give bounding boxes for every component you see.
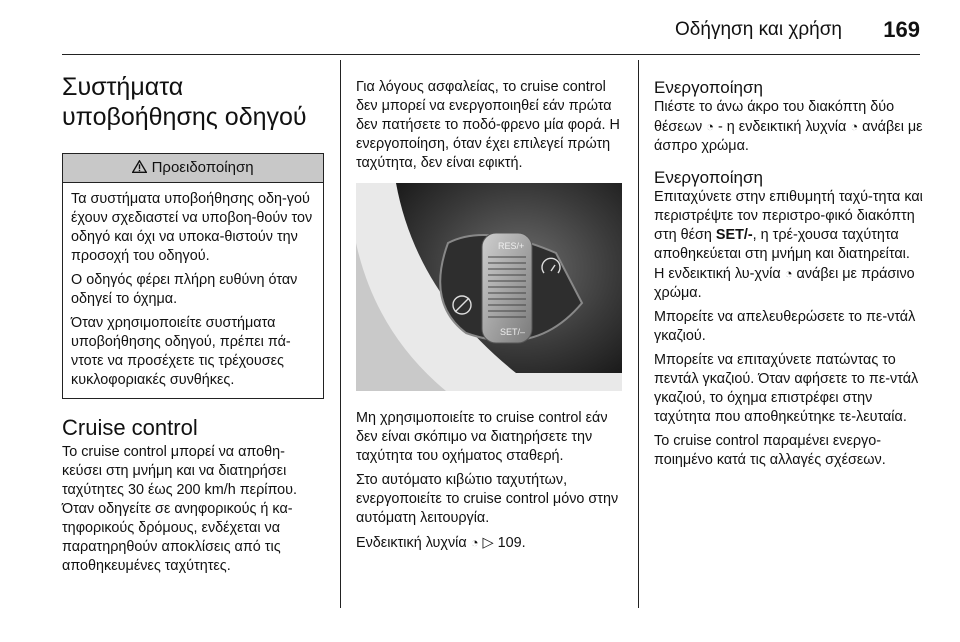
cruise-indicator-icon: ◔ <box>706 119 715 134</box>
cruise-control-title: Cruise control <box>62 415 198 440</box>
column-3 <box>654 60 924 475</box>
page-reference: 109. <box>497 535 526 551</box>
cruise-indicator-icon: ◔ <box>850 119 859 134</box>
column-1 <box>62 60 324 581</box>
gear-change-paragraph: Το cruise control παραμένει ενεργο-ποιημένο κατά τις αλλαγές σχέσεων. <box>654 433 886 468</box>
page-header <box>0 0 960 58</box>
release-pedal-paragraph: Μπορείτε να απελευθερώσετε το πε-ντάλ γκαζιού. <box>654 309 916 344</box>
warning-label: Προειδοποίηση <box>151 159 254 176</box>
warning-body <box>63 183 323 398</box>
header-rule <box>62 54 920 55</box>
res-plus-label: RES/+ <box>498 241 525 251</box>
warning-header <box>63 154 323 183</box>
activation-paragraph: Πιέστε το άνω άκρο του διακόπτη δύο θέσεων ◔ - η ενδεικτική λυχνία ◔ ανάβει με άσπρο χρώμα. <box>654 99 923 154</box>
column-divider-1 <box>340 60 341 608</box>
set-minus-label: SET/– <box>500 327 526 337</box>
accelerate-paragraph: Μπορείτε να επιταχύνετε πατώντας το πεντάλ γκαζιού. Όταν αφήσετε το πε-ντάλ γκαζιού, το όχημα επιστρέφει στην ταχύτητα που αποθηκεύτηκε τε-λευταία. <box>654 352 919 425</box>
usage-paragraph: Μη χρησιμοποιείτε το cruise control εάν δεν είναι σκόπιμο να διατηρήσετε την ταχύτητα του οχήματος σταθερή. <box>356 410 608 464</box>
header-title: Οδήγηση και χρήση <box>675 19 842 40</box>
column-2 <box>356 60 622 558</box>
warning-paragraph: Τα συστήματα υποβοήθησης οδη-γού έχουν σχεδιαστεί να υποβοη-θούν τον οδηγό και όχι να υποκα-θιστούν την προσοχή του οδηγού. <box>71 191 313 264</box>
activation-title: Ενεργοποίηση <box>654 78 763 97</box>
warning-triangle-icon <box>132 159 151 176</box>
section-title: Συστήματα υποβοήθησης οδηγού <box>62 73 307 131</box>
warning-paragraph: Ο οδηγός φέρει πλήρη ευθύνη όταν οδηγεί το όχημα. <box>71 272 298 307</box>
steering-wheel-controls-figure <box>356 183 622 391</box>
set-speed-paragraph: Επιταχύνετε στην επιθυμητή ταχύ-τητα και περιστρέψτε τον περιστρο-φικό διακόπτη στη θέση SET/-, η τρέ-χουσα ταχύτητα αποθηκεύεται στη μνήμη και διατηρείται. Η ενδεικτική λυ-χνία ◔ ανάβει με πράσινο χρώμα. <box>654 189 923 301</box>
safety-paragraph: Για λόγους ασφαλείας, το cruise control δεν μπορεί να ενεργοποιηθεί εάν πρώτα δεν πατήσετε το ποδό-φρενο μία φορά. Η ενεργοποίηση, όταν έχει επιλεγεί πρώτη ταχύτητα, δεν είναι εφικτή. <box>356 79 620 171</box>
indicator-paragraph <box>356 533 622 553</box>
cruise-indicator-icon: ◔ <box>470 535 479 550</box>
reference-arrow-icon: ▷ <box>482 535 494 551</box>
activation-title-2: Ενεργοποίηση <box>654 168 763 187</box>
indicator-label: Ενδεικτική λυχνία <box>356 535 467 551</box>
warning-box <box>62 153 324 399</box>
warning-paragraph: Όταν χρησιμοποιείτε συστήματα υποβοήθησης οδηγού, πρέπει πά-ντοτε να προσέχετε τις τρέχουσες κυκλοφοριακές συνθήκες. <box>71 315 291 388</box>
cruise-control-paragraph: Το cruise control μπορεί να αποθη-κεύσει στη μνήμη και να διατηρήσει ταχύτητες 30 έως 200 km/h περίπου. Όταν οδηγείτε σε ανηφορικούς ή κα-τηφορικούς δρόμους, ενδέχεται να παρατηρηθούν αποκλίσεις από τις αποθηκευμένες ταχύτητες. <box>62 444 298 574</box>
page-number: 169 <box>883 17 920 42</box>
auto-transmission-paragraph: Στο αυτόματο κιβώτιο ταχυτήτων, ενεργοποιείτε το cruise control μόνο στην αυτόματη λειτουργία. <box>356 472 619 526</box>
set-minus-term: SET/- <box>715 227 753 243</box>
column-divider-2 <box>638 60 639 608</box>
cruise-indicator-icon: ◔ <box>784 266 793 281</box>
